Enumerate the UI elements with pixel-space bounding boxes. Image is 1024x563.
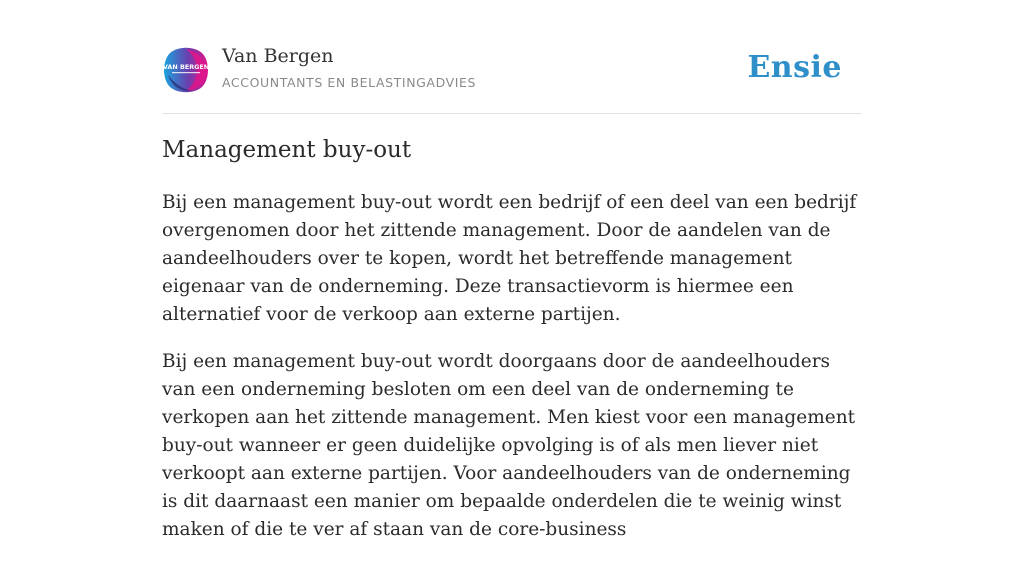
article-paragraph: Bij een management buy-out wordt een bedrijf of een deel van een bedrijf overgenomen door het zittende management. Door de aandelen van de aandeelhouders over te kopen, wordt het betreffende management eigenaar van de onderneming. Deze transactievorm is hiermee een alternatief voor de verkoop aan externe partijen.	[162, 192, 857, 325]
van-bergen-logo[interactable]	[164, 47, 208, 93]
ensie-brand-link[interactable]: Ensie	[747, 50, 842, 85]
company-tagline: ACCOUNTANTS EN BELASTINGADVIES	[222, 75, 477, 90]
article-body	[162, 189, 862, 563]
company-name[interactable]: Van Bergen	[222, 45, 334, 67]
content-column	[162, 0, 862, 540]
article-paragraph: Bij een management buy-out wordt doorgaans door de aandeelhouders van een onderneming besloten om een deel van de onderneming te verkopen aan het zittende management. Men kiest voor een management buy-out wanneer er geen duidelijke opvolging is of als men liever niet verkoopt aan externe partijen. Voor aandeelhouders van de onderneming is dit daarnaast een manier om bepaalde onderdelen die te weinig winst maken of die te ver af staan van de core-business	[162, 351, 856, 540]
header	[162, 0, 862, 114]
logo-text: VAN BERGEN	[162, 63, 210, 71]
article-title: Management buy-out	[162, 137, 412, 163]
